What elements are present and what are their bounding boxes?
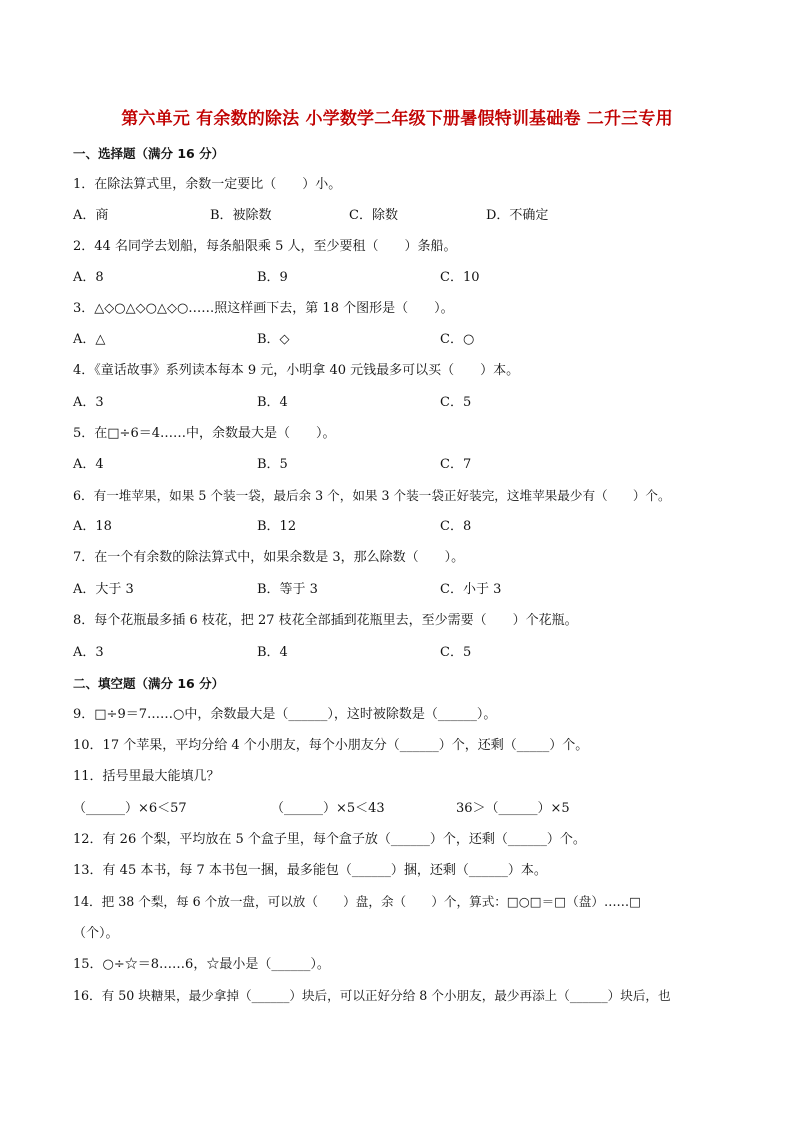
- option-a: A．8: [73, 270, 104, 285]
- question-11: 11．括号里最大能填几？: [73, 769, 220, 784]
- option-c: C．除数: [349, 208, 398, 223]
- option-c: C．○: [440, 332, 475, 347]
- question-3: 3．△◇○△◇○△◇○……照这样画下去，第 18 个图形是（ ）。: [73, 301, 454, 316]
- question-9: 9．□÷9＝7……○中，余数最大是（______），这时被除数是（______）。: [73, 707, 497, 722]
- blank-item-b: （______）×5＜43: [271, 801, 385, 816]
- question-14: 14．把 38 个梨，每 6 个放一盘，可以放（ ）盘，余（ ）个，算式：□○□＝□（盘）……□: [73, 894, 642, 909]
- question-2-options: [73, 269, 753, 287]
- question-6: 6．有一堆苹果，如果 5 个装一袋，最后余 3 个，如果 3 个装一袋正好装完，这堆苹果最少有（ ）个。: [73, 488, 671, 503]
- question-7-options: [73, 581, 753, 599]
- option-b: B．9: [257, 270, 288, 285]
- question-2: 2．44 名同学去划船，每条船限乘 5 人，至少要租（ ）条船。: [73, 239, 457, 254]
- option-a: A．3: [73, 645, 104, 660]
- option-c: C．5: [440, 645, 472, 660]
- option-c: C．10: [440, 270, 480, 285]
- option-d: D．不确定: [486, 208, 549, 223]
- option-b: B．4: [257, 645, 288, 660]
- option-b: B．◇: [257, 332, 290, 347]
- option-c: C．8: [440, 519, 472, 534]
- question-11-items: [73, 800, 753, 818]
- option-b: B．5: [257, 457, 288, 472]
- question-5-options: [73, 456, 753, 474]
- question-1: 1．在除法算式里，余数一定要比（ ）小。: [73, 177, 342, 192]
- question-4: 4．《童话故事》系列读本每本 9 元，小明拿 40 元钱最多可以买（ ）本。: [73, 363, 520, 378]
- question-3-options: [73, 331, 753, 349]
- option-b: B．4: [257, 395, 288, 410]
- option-c: C．7: [440, 457, 472, 472]
- option-b: B．12: [257, 519, 297, 534]
- question-16: 16．有 50 块糖果，最少拿掉（______）块后，可以正好分给 8 个小朋友，最少再添上（______）块后，也: [73, 988, 671, 1003]
- question-8: 8．每个花瓶最多插 6 枝花，把 27 枝花全部插到花瓶里去，至少需要（ ）个花瓶。: [73, 613, 578, 628]
- option-c: C．小于 3: [440, 582, 502, 597]
- option-a: A．大于 3: [73, 582, 134, 597]
- option-c: C．5: [440, 395, 472, 410]
- option-a: A．18: [73, 519, 112, 534]
- question-6-options: [73, 518, 753, 536]
- question-8-options: [73, 644, 753, 662]
- question-15: 15．○÷☆＝8……6，☆最小是（______）。: [73, 957, 330, 972]
- option-b: B．被除数: [210, 208, 272, 223]
- question-4-options: [73, 394, 753, 412]
- question-14-continued: （个）。: [73, 926, 119, 941]
- section-heading-choice: 一、选择题（满分 16 分）: [73, 146, 225, 161]
- question-10: 10．17 个苹果，平均分给 4 个小朋友，每个小朋友分（______）个，还剩（_____）个。: [73, 738, 589, 753]
- question-13: 13．有 45 本书，每 7 本书包一捆，最多能包（______）捆，还剩（______）本。: [73, 863, 547, 878]
- option-b: B．等于 3: [257, 582, 318, 597]
- section-heading-fill: 二、填空题（满分 16 分）: [73, 676, 225, 691]
- option-a: A．4: [73, 457, 104, 472]
- question-5: 5．在□÷6＝4……中，余数最大是（ ）。: [73, 426, 336, 441]
- blank-item-a: （______）×6＜57: [73, 801, 187, 816]
- option-a: A．商: [73, 208, 109, 223]
- question-12: 12．有 26 个梨，平均放在 5 个盒子里，每个盒子放（______）个，还剩（______）个。: [73, 832, 586, 847]
- blank-item-c: 36＞（______）×5: [456, 801, 570, 816]
- question-7: 7．在一个有余数的除法算式中，如果余数是 3，那么除数（ ）。: [73, 550, 465, 565]
- option-a: A．3: [73, 395, 104, 410]
- option-a: A．△: [73, 332, 106, 347]
- page-title: 第六单元 有余数的除法 小学数学二年级下册暑假特训基础卷 二升三专用: [121, 109, 673, 129]
- question-1-options: [73, 207, 753, 225]
